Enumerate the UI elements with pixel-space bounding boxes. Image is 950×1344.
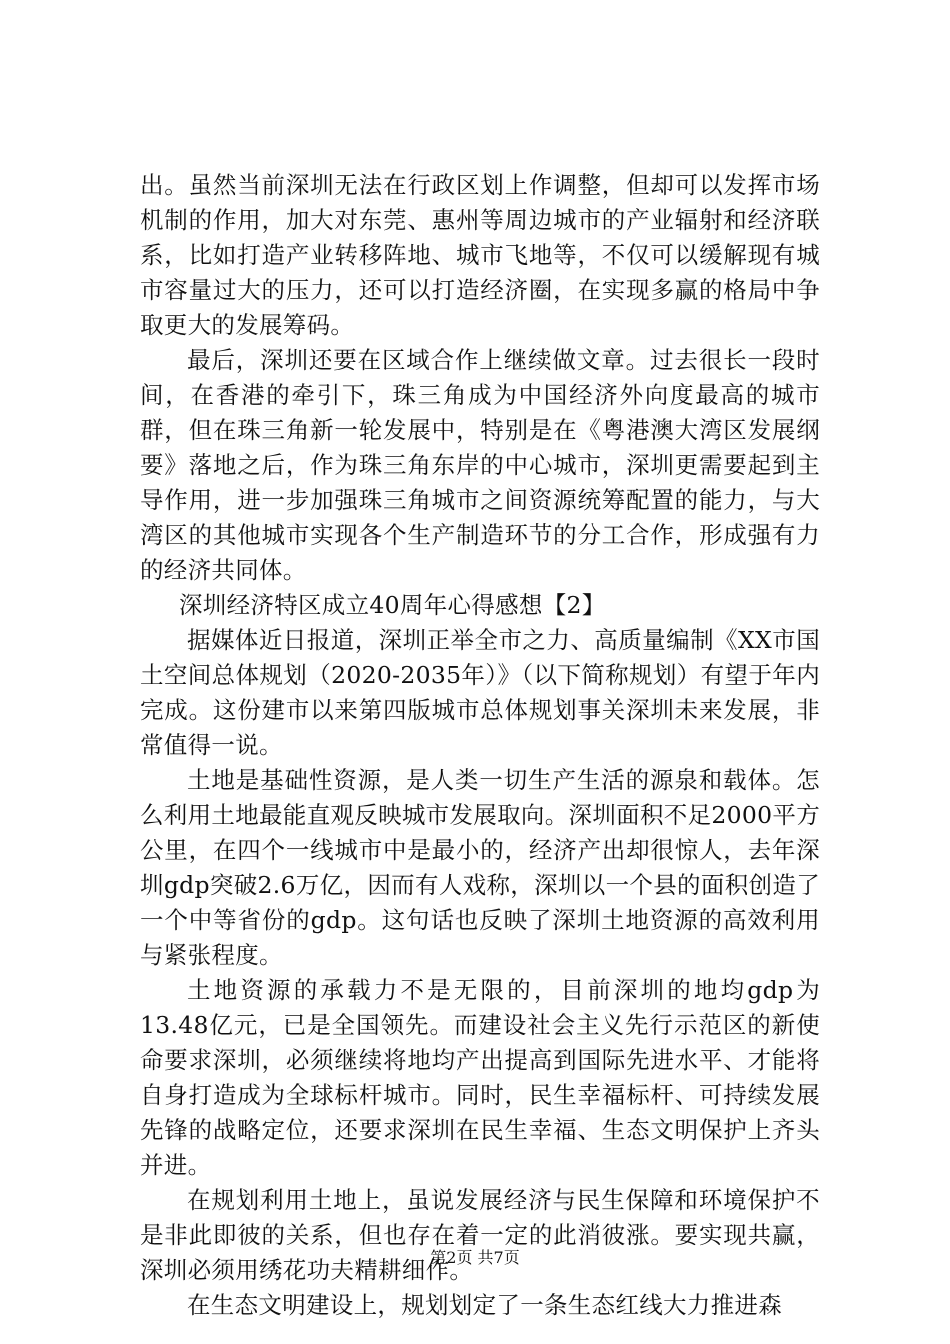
paragraph-ecology: 在生态文明建设上，规划划定了一条生态红线大力推进森	[187, 1291, 782, 1319]
paragraph-continuation: 出。虽然当前深圳无法在行政区划上作调整，但却可以发挥市场机制的作用，加大对东莞、惠州等周边城市的产业辐射和经济联系，比如打造产业转移阵地、城市飞地等，不仅可以缓解现有城市容量过大的压力，还可以打造经济圈，在实现多赢的格局中争取更大的发展筹码。	[140, 171, 820, 339]
document-body	[140, 168, 820, 1323]
paragraph-land-resource: 土地是基础性资源，是人类一切生产生活的源泉和载体。怎么利用土地最能直观反映城市发展取向。深圳面积不足2000平方公里，在四个一线城市中是最小的，经济产出却很惊人，去年深圳gdp突破2.6万亿，因而有人戏称，深圳以一个县的面积创造了一个中等省份的gdp。这句话也反映了深圳土地资源的高效利用与紧张程度。	[140, 766, 820, 969]
paragraph-land-capacity: 土地资源的承载力不是无限的，目前深圳的地均gdp为13.48亿元，已是全国领先。而建设社会主义先行示范区的新使命要求深圳，必须继续将地均产出提高到国际先进水平、才能将自身打造成为全球标杆城市。同时，民生幸福标杆、可持续发展先锋的战略定位，还要求深圳在民生幸福、生态文明保护上齐头并进。	[140, 976, 820, 1179]
paragraph-land-planning: 在规划利用土地上，虽说发展经济与民生保障和环境保护不是非此即彼的关系，但也存在着一定的此消彼涨。要实现共赢，深圳必须用绣花功夫精耕细作。	[140, 1186, 820, 1284]
section-heading: 深圳经济特区成立40周年心得感想【2】	[179, 591, 606, 619]
paragraph-media-report: 据媒体近日报道，深圳正举全市之力、高质量编制《XX市国土空间总体规划（2020-2035年）》（以下简称规划）有望于年内完成。这份建市以来第四版城市总体规划事关深圳未来发展，非常值得一说。	[140, 626, 820, 759]
page-footer: 第2页 共7页	[430, 1248, 520, 1267]
paragraph-regional-cooperation: 最后，深圳还要在区域合作上继续做文章。过去很长一段时间，在香港的牵引下，珠三角成为中国经济外向度最高的城市群，但在珠三角新一轮发展中，特别是在《粤港澳大湾区发展纲要》落地之后，作为珠三角东岸的中心城市，深圳更需要起到主导作用，进一步加强珠三角城市之间资源统筹配置的能力，与大湾区的其他城市实现各个生产制造环节的分工合作，形成强有力的经济共同体。	[140, 346, 820, 584]
